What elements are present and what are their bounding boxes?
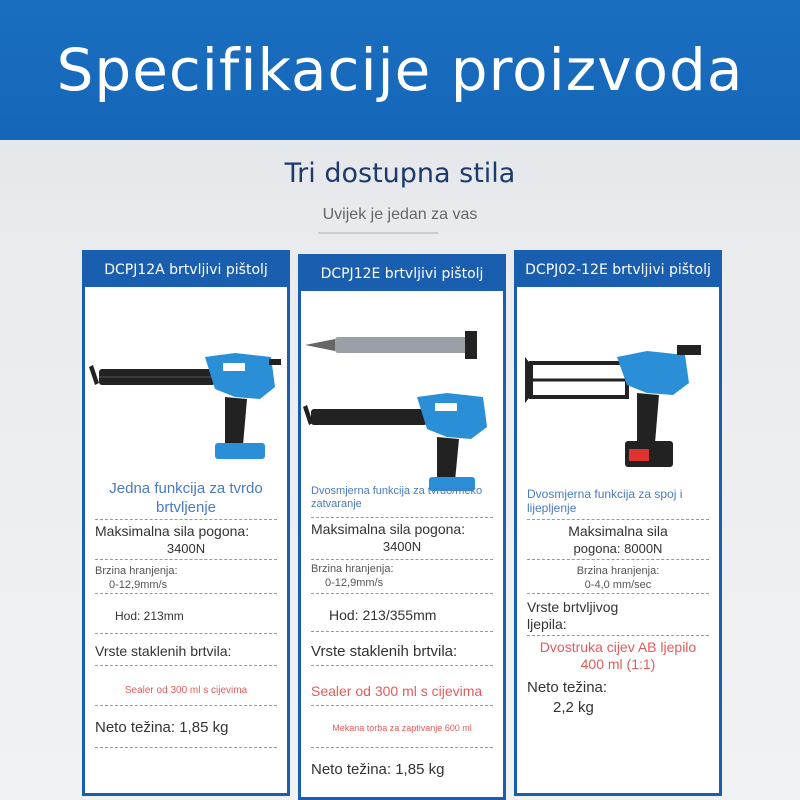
product-card-dcpj12a [82,250,290,796]
speed-label: Brzina hranjenja: [95,565,178,577]
speed-value: 0-4,0 mm/sec [584,579,652,591]
divider [527,559,709,560]
product-card-dcpj12e [298,254,506,800]
divider [527,519,709,520]
divider [95,519,277,520]
divider [95,665,277,666]
stroke: Hod: 213/355mm [329,607,437,623]
sealant-type: Sealer od 300 ml s cijevima [311,683,483,699]
speed-value: 0-12,9mm/s [325,577,384,589]
product-name: DCPJ02-12E brtvljivi pištolj [517,253,719,287]
speed-label: Brzina hranjenja: [576,565,660,577]
weight-label: Neto težina: [527,679,608,696]
force-value: pogona: 8000N [573,541,663,556]
caulking-gun-single-icon [85,327,287,477]
section-subtitle: Tri dostupna stila [284,158,516,189]
net-weight: Neto težina: 1,85 kg [95,719,229,736]
sealant-types-label: Vrste staklenih brtvila: [95,643,232,659]
speed-label: Brzina hranjenja: [311,563,394,575]
divider [527,593,709,594]
net-weight: Neto težina: 1,85 kg [311,761,445,778]
weight-value: 2,2 kg [553,699,594,716]
force-value: 3400N [166,541,206,556]
divider [527,635,709,636]
force-label: Maksimalna sila pogona: [95,523,250,539]
header-banner [0,0,800,140]
sealant-types-label: Vrste brtvljivog ljepila: [527,599,619,632]
stroke: Hod: 213mm [115,609,184,623]
caulking-gun-cartridge-icon [517,337,719,487]
speed-value: 0-12,9mm/s [109,579,168,591]
divider [311,747,493,748]
divider [95,705,277,706]
divider [311,631,493,632]
divider [311,559,493,560]
divider [311,665,493,666]
caulking-gun-dual-icon [301,331,503,491]
divider [95,593,277,594]
product-function: Dvosmjerna funkcija za spoj i lijepljenje [527,487,683,515]
product-name: DCPJ12E brtvljivi pištolj [301,257,503,291]
sealant-type: Sealer od 300 ml s cijevima [124,685,248,696]
tagline-underline [318,232,438,234]
sealant-type: Mekana torba za zaptivanje 600 ml [332,723,472,733]
sealant-type: Dvostruka cijev AB ljepilo 400 ml (1:1) [539,639,697,672]
divider [311,705,493,706]
force-value: 3400N [382,539,422,554]
sealant-types-label: Vrste staklenih brtvila: [311,643,458,660]
page-title: Specifikacije proizvoda [56,36,744,104]
divider [95,633,277,634]
product-function: Dvosmjerna funkcija za tvrdo/meko zatvaranje [311,485,483,510]
product-name: DCPJ12A brtvljivi pištolj [85,253,287,287]
product-card-dcpj02-12e [514,250,722,796]
divider [311,517,493,518]
force-label: Maksimalna sila [568,523,668,539]
divider [311,593,493,594]
product-function: Jedna funkcija za tvrdo brtvljenje [109,480,263,516]
divider [95,559,277,560]
divider [95,747,277,748]
section-tagline: Uvijek je jedan za vas [322,206,478,223]
force-label: Maksimalna sila pogona: [311,521,466,537]
